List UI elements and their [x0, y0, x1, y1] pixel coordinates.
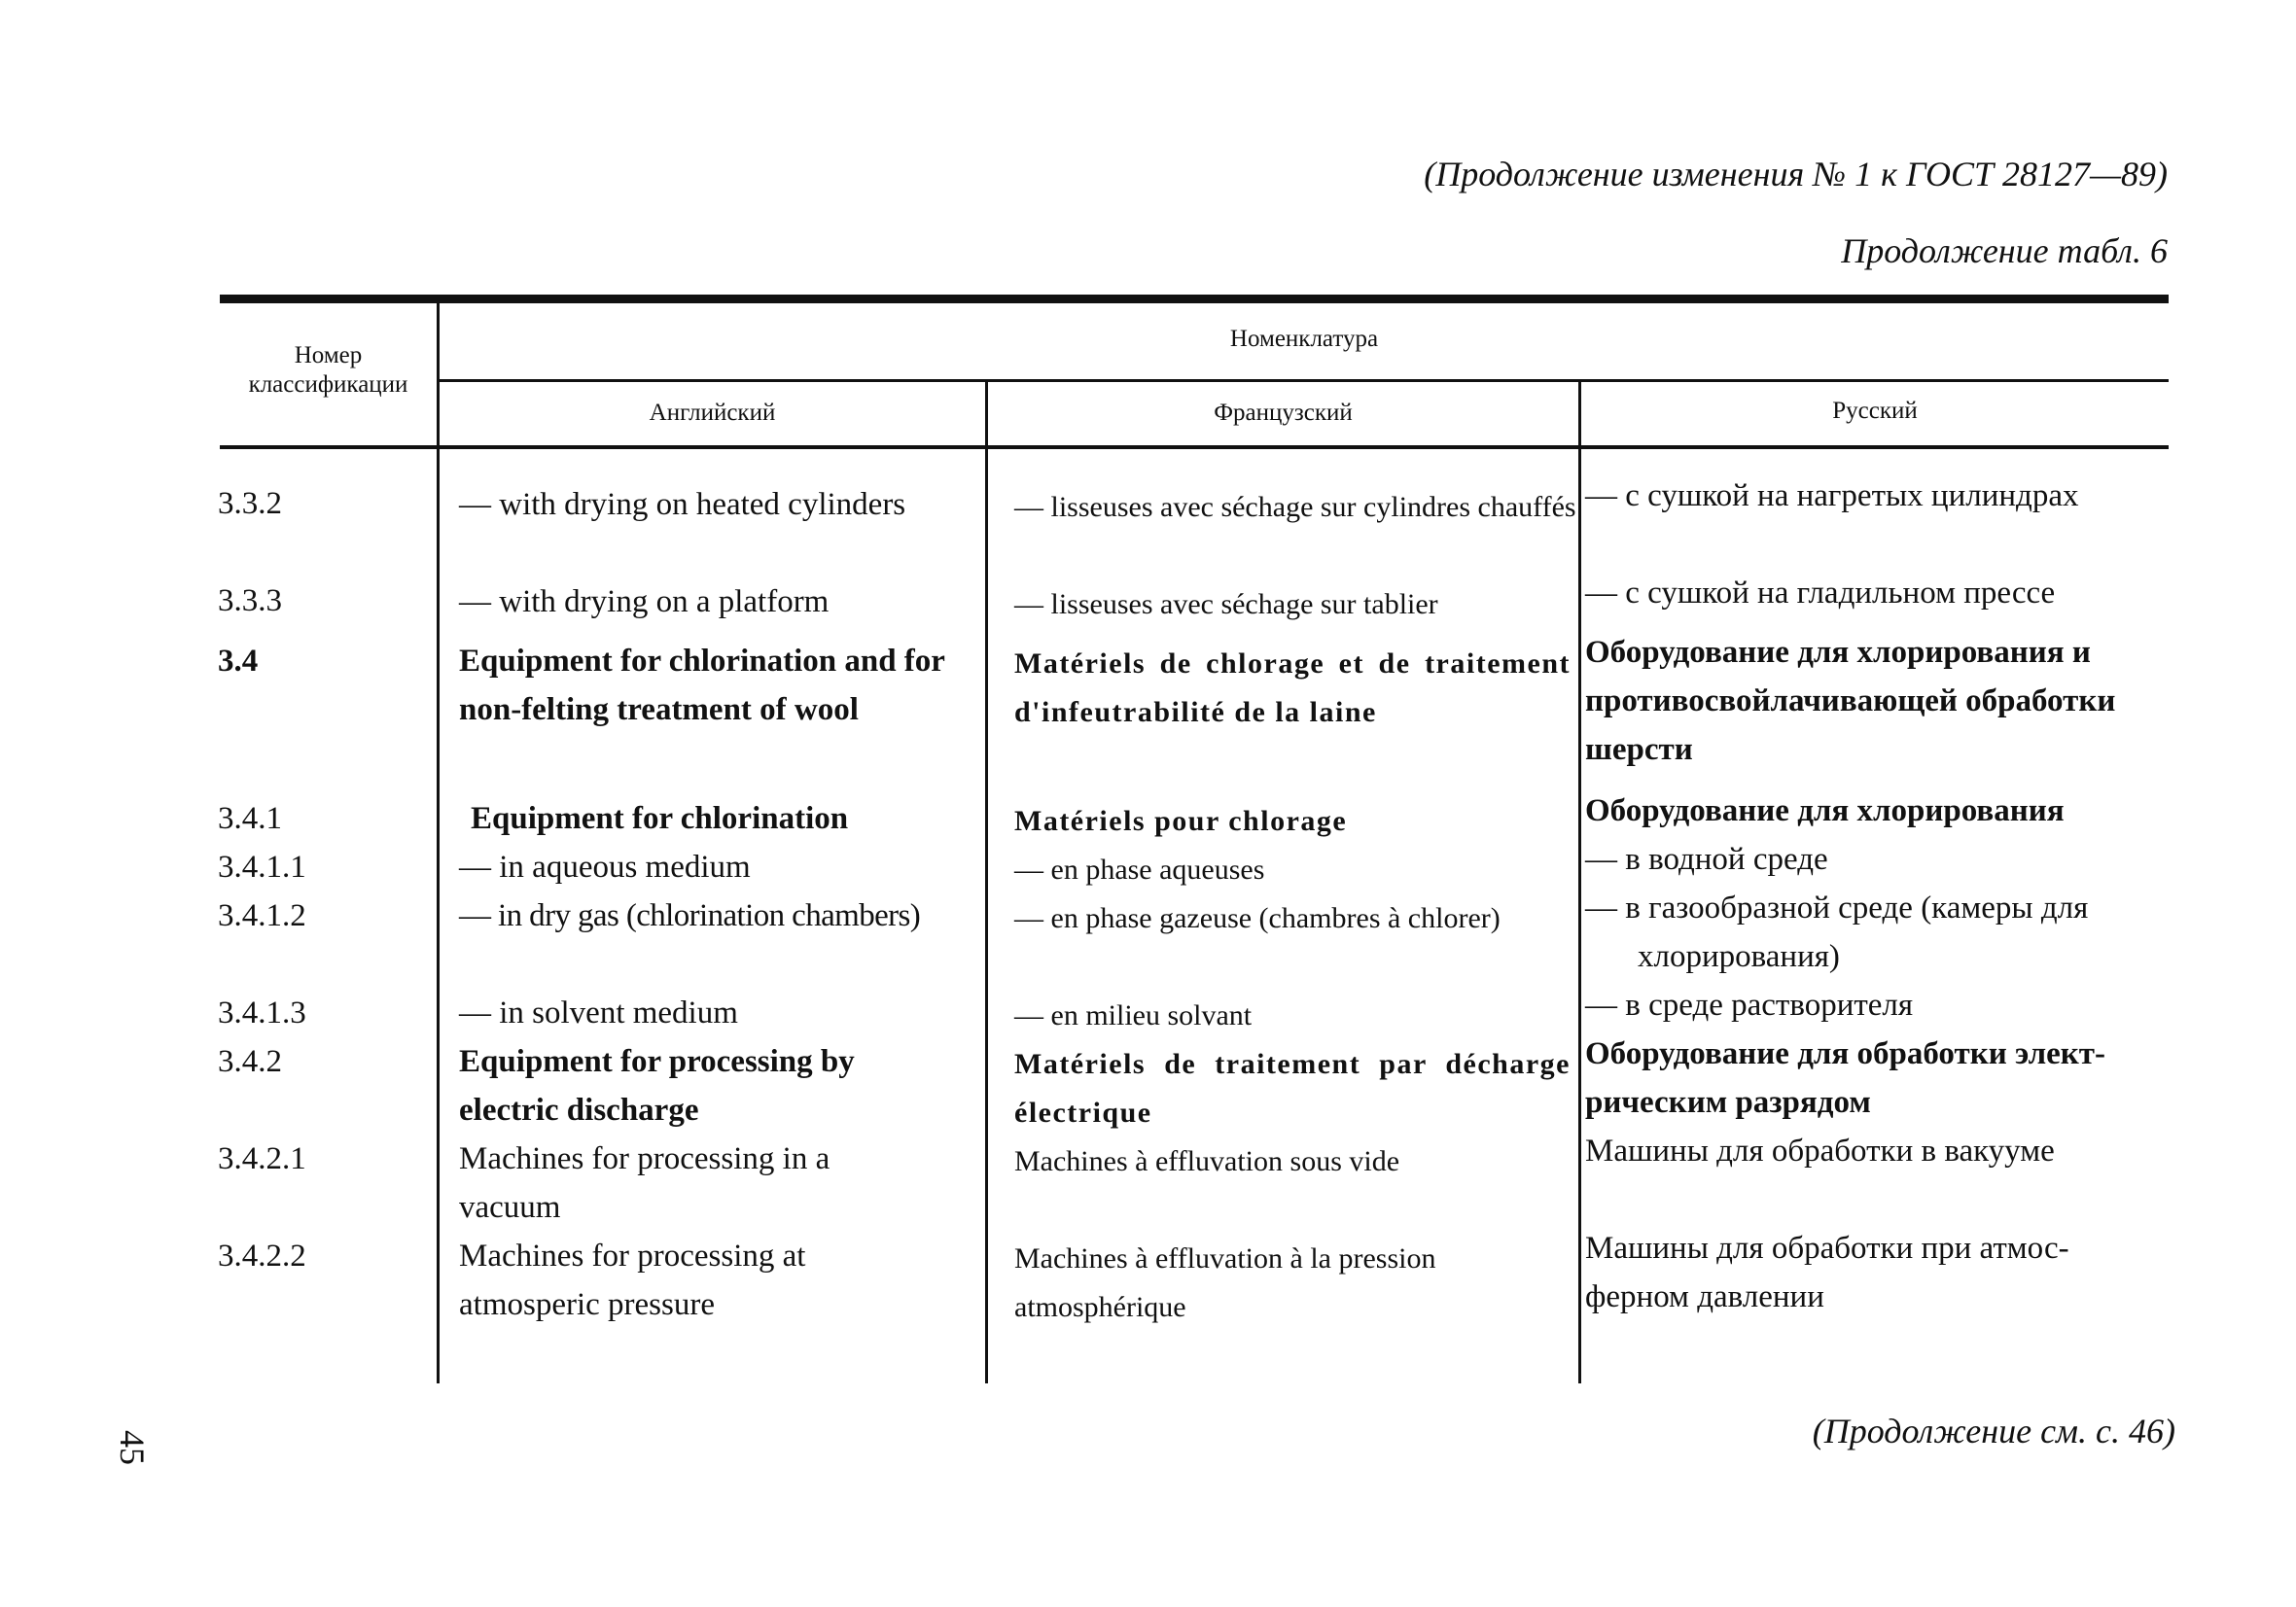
row-number: 3.4.1.3: [218, 996, 306, 1031]
row-russian: — в водной среде: [1585, 842, 1828, 877]
row-number: 3.4.1: [218, 801, 282, 836]
row-russian: Оборудование для хлорирования: [1585, 793, 2065, 828]
row-english: — in dry gas (chlorination chambers): [459, 898, 921, 933]
table-continuation-label: Продолжение табл. 6: [1841, 231, 2168, 270]
row-french: Machines à effluvation à la pression atmosphérique: [1014, 1242, 1436, 1323]
column-header-nomenclature: Номенклатура: [1229, 326, 1379, 352]
row-french: — en phase aqueuses: [1014, 854, 1265, 886]
table-subheader-rule: [440, 379, 2169, 382]
row-russian: — в газообразной среде (камеры для хлорирования): [1585, 891, 2089, 974]
row-french: — en milieu solvant: [1014, 999, 1253, 1031]
row-number: 3.4.1.1: [218, 850, 306, 885]
row-french: — en phase gazeuse (chambres à chlorer): [1014, 902, 1501, 934]
row-number: 3.4.2.1: [218, 1141, 306, 1176]
row-russian: — в среде растворителя: [1585, 988, 1914, 1023]
row-english: Machines for processing at atmosperic pressure: [459, 1239, 806, 1322]
row-russian: Машины для обработки в вакууме: [1585, 1134, 2055, 1169]
column-divider: [437, 299, 440, 1383]
row-french: Matériels pour chlorage: [1014, 805, 1348, 837]
row-number: 3.3.2: [218, 486, 282, 521]
table-top-rule: [220, 295, 2169, 303]
continuation-title: (Продолжение изменения № 1 к ГОСТ 28127—89): [1424, 155, 2168, 193]
row-english: Equipment for processing by electric discharge: [459, 1044, 855, 1128]
row-french: — lisseuses avec séchage sur cylindres chauffés: [1014, 491, 1576, 523]
row-english: — in aqueous medium: [459, 850, 751, 885]
row-english: — with drying on heated cylinders: [459, 487, 906, 522]
column-header-english: Английский: [649, 400, 776, 426]
row-number: 3.4.1.2: [218, 898, 306, 933]
column-header-french: Французский: [1214, 400, 1353, 426]
row-russian: Оборудование для обработки элект-рическим разрядом: [1585, 1036, 2106, 1120]
row-french: Matériels de chlorage et de traitement d'infeutrabilité de la laine: [1014, 647, 1571, 728]
row-russian: Машины для обработки при атмос-ферном давлении: [1585, 1231, 2069, 1314]
row-french: Matériels de traitement par décharge électrique: [1014, 1048, 1571, 1129]
row-english: — with drying on a platform: [459, 584, 830, 619]
row-french: — lisseuses avec séchage sur tablier: [1014, 588, 1438, 620]
column-header-russian: Русский: [1832, 398, 1918, 424]
row-number: 3.3.3: [218, 583, 282, 618]
continuation-note: (Продолжение см. с. 46): [1812, 1412, 2175, 1450]
row-english: — in solvent medium: [459, 996, 738, 1031]
page-number: 45: [113, 1430, 152, 1465]
row-french: Machines à effluvation sous vide: [1014, 1145, 1400, 1177]
row-russian: — с сушкой на гладильном прессе: [1585, 576, 2056, 611]
column-divider: [985, 381, 988, 1383]
row-russian: — с сушкой на нагретых цилиндрах: [1585, 478, 2079, 513]
row-number: 3.4.2.2: [218, 1239, 306, 1274]
row-english: Equipment for chlorination and for non-felting treatment of wool: [459, 644, 945, 727]
row-english: Machines for processing in a vacuum: [459, 1141, 830, 1225]
row-english: Equipment for chlorination: [471, 801, 849, 836]
row-number: 3.4.2: [218, 1044, 282, 1079]
table-header-rule: [220, 445, 2169, 449]
row-number: 3.4: [218, 644, 259, 679]
row-russian: Оборудование для хлорирования и противосвойлачивающей обработки шерсти: [1585, 635, 2116, 767]
column-header-number: Номер классификации: [248, 342, 408, 398]
